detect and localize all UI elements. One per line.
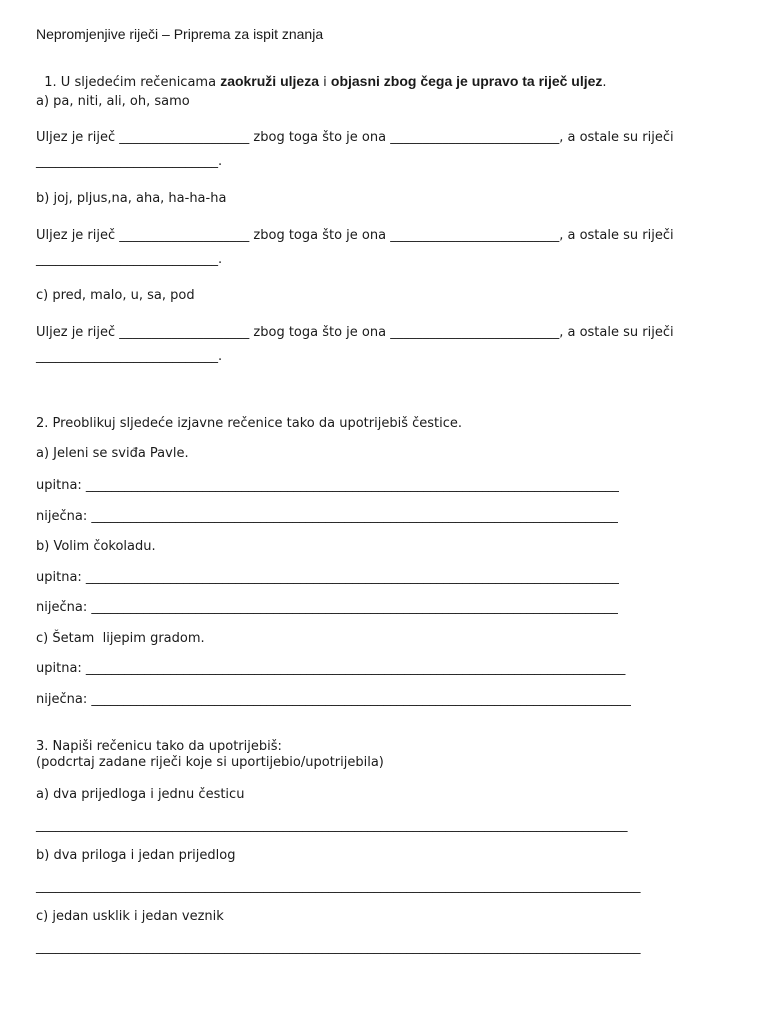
task2-item-c-sentence: c) Šetam lijepim gradom. (36, 631, 205, 646)
task1-intro-text-3: . (602, 75, 607, 90)
task1-item-a-words: a) pa, niti, ali, oh, samo (36, 94, 190, 109)
task1-item-c-answer-line-2: ____________________________. (36, 349, 223, 364)
task2-item-a-upitna: upitna: __________________________________________________________________________________ (36, 478, 619, 493)
task1-intro (36, 57, 607, 91)
task2-item-b-upitna: upitna: __________________________________________________________________________________ (36, 570, 619, 585)
task3-note: (podcrtaj zadane riječi koje si uportijebio/upotrijebila) (36, 755, 384, 770)
task3-intro: 3. Napiši rečenicu tako da upotrijebiš: (36, 739, 282, 754)
task3-item-a-answer-line: ___________________________________________________________________________________________ (36, 818, 628, 833)
task3-item-b-prompt: b) dva priloga i jedan prijedlog (36, 848, 236, 863)
task3-item-a-prompt: a) dva prijedloga i jednu česticu (36, 787, 245, 802)
task2-item-b-nijecna: niječna: _________________________________________________________________________________ (36, 600, 618, 615)
task1-intro-bold-2: objasni zbog čega je upravo ta riječ uljez (330, 73, 603, 89)
task1-intro-text-1: 1. U sljedećim rečenicama (44, 75, 221, 90)
task1-item-b-words: b) joj, pljus,na, aha, ha-ha-ha (36, 191, 227, 206)
task1-item-b-answer-line: Uljez je riječ ____________________ zbog toga što je ona __________________________, a ostale su riječi (36, 228, 674, 243)
task3-item-c-prompt: c) jedan usklik i jedan veznik (36, 909, 224, 924)
task3-item-b-answer-line: _____________________________________________________________________________________________ (36, 879, 641, 894)
task1-intro-bold-1: zaokruži uljeza (220, 73, 319, 89)
task1-intro-text-2: i (319, 75, 331, 90)
task2-item-c-upitna: upitna: ___________________________________________________________________________________ (36, 661, 626, 676)
task1-item-a-answer-line: Uljez je riječ ____________________ zbog toga što je ona __________________________, a ostale su riječi (36, 130, 674, 145)
task1-item-c-answer-line: Uljez je riječ ____________________ zbog toga što je ona __________________________, a ostale su riječi (36, 325, 674, 340)
task2-intro: 2. Preoblikuj sljedeće izjavne rečenice tako da upotrijebiš čestice. (36, 416, 463, 431)
task1-item-b-answer-line-2: ____________________________. (36, 252, 223, 267)
task1-item-c-words: c) pred, malo, u, sa, pod (36, 288, 195, 303)
page-title: Nepromjenjive riječi – Priprema za ispit znanja (36, 26, 324, 42)
task1-item-a-answer-line-2: ____________________________. (36, 154, 223, 169)
task2-item-c-nijecna: niječna: ___________________________________________________________________________________ (36, 692, 631, 707)
task2-item-a-sentence: a) Jeleni se sviđa Pavle. (36, 446, 189, 461)
task3-item-c-answer-line: _____________________________________________________________________________________________ (36, 940, 641, 955)
task2-item-a-nijecna: niječna: _________________________________________________________________________________ (36, 509, 618, 524)
task2-item-b-sentence: b) Volim čokoladu. (36, 539, 156, 554)
